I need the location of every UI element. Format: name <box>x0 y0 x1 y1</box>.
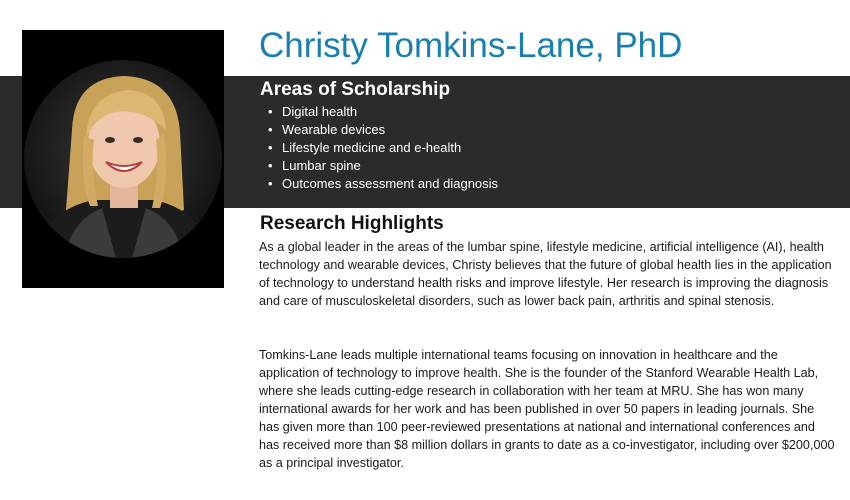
list-item: • Lumbar spine <box>260 157 498 175</box>
research-heading: Research Highlights <box>260 213 444 234</box>
scholarship-heading: Areas of Scholarship <box>260 79 451 100</box>
research-paragraph-2: Tomkins-Lane leads multiple international teams focusing on innovation in healthcare and the application of technology to improve health. She is the founder of the Stanford Wearable Health Lab, where she leads cutting-edge research in collaboration with her team at MRU. She has won many international awards for her work and has been published in over 50 papers in leading journals. She has given more than 100 peer-reviewed presentations at national and international conferences and has received more than $8 million dollars in grants to date as a co-investigator, including over $200,000 as a principal investigator. <box>259 348 835 470</box>
list-item: • Outcomes assessment and diagnosis <box>260 175 498 193</box>
list-item: • Lifestyle medicine and e-health <box>260 139 498 157</box>
profile-name: Christy Tomkins-Lane, PhD <box>259 26 683 65</box>
profile-portrait <box>24 60 222 258</box>
list-item: • Wearable devices <box>260 121 498 139</box>
list-item: • Digital health <box>260 103 498 121</box>
photo-frame <box>22 30 224 288</box>
scholarship-list <box>260 103 498 193</box>
research-paragraph-1: As a global leader in the areas of the lumbar spine, lifestyle medicine, artificial intelligence (AI), health technology and wearable devices, Christy believes that the future of global health lies in the application of technology to understand health risks and improve lifestyle. Her research is improving the diagnosis and care of musculoskeletal disorders, such as lower back pain, arthritis and spinal stenosis. <box>259 240 832 308</box>
portrait-illustration <box>24 60 222 258</box>
